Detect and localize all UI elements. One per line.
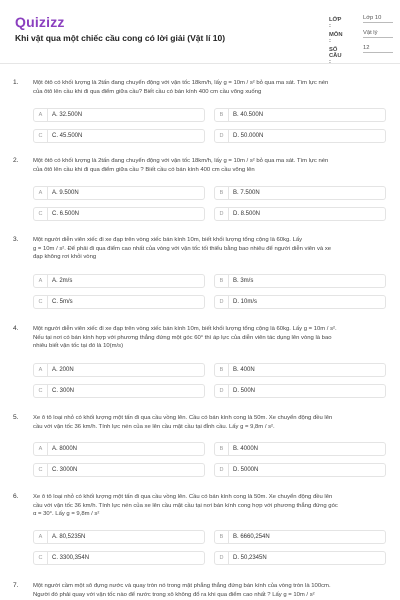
question-number: 1. (13, 79, 19, 86)
option-text: C. 300N (52, 388, 75, 394)
question-line: cầu với vận tốc 36 km/h. Tính lực nén của xe lên cầu mặt cầu tại nơi bán kính cong hợp với phương thẳng đứng góc (33, 502, 338, 509)
option-letter: C (34, 552, 48, 564)
meta-grade-label: LỚP : (329, 17, 342, 29)
option-a[interactable] (33, 274, 205, 288)
option-text: C. 6.500N (52, 211, 80, 217)
option-letter: D (215, 385, 229, 397)
question-line: nhiêu biết vận tốc tại đó là 10(m/s) (33, 343, 124, 350)
option-text: A. 9.500N (52, 190, 79, 196)
question-line: Người đó phải quay với vận tốc nào để nước trong xô không đổ ra khi qua điểm cao nhất ? Lấy g = 10m / s² (33, 591, 315, 598)
option-c[interactable] (33, 384, 205, 398)
option-letter: C (34, 464, 48, 476)
option-text: A. 80,5235N (52, 534, 86, 540)
question-text (33, 325, 388, 351)
question-text (33, 79, 388, 96)
option-text: D. 50,2345N (233, 555, 267, 561)
question-line: cầu với vận tốc 36 km/h. Tính lực nén của xe lên cầu mặt cầu tại đỉnh cầu. Lấy g = 9,8m / s². (33, 423, 275, 430)
option-c[interactable] (33, 295, 205, 309)
question-line: Một ôtô có khối lượng là 2tấn đang chuyển động với vận tốc 18km/h, lấy g = 10m / s² bỏ qua ma sát. Tìm lực nén (33, 158, 329, 164)
option-b[interactable] (214, 186, 386, 200)
option-letter: A (34, 531, 48, 543)
meta-subject-label: MÔN : (329, 32, 343, 44)
option-letter: C (34, 208, 48, 220)
option-text: B. 40.500N (233, 112, 264, 118)
option-letter: B (215, 187, 229, 199)
option-letter: C (34, 130, 48, 142)
option-c[interactable] (33, 463, 205, 477)
option-text: D. 8.500N (233, 211, 261, 217)
option-d[interactable] (214, 207, 386, 221)
option-d[interactable] (214, 384, 386, 398)
option-d[interactable] (214, 551, 386, 565)
question-text (33, 582, 388, 599)
option-letter: B (215, 109, 229, 121)
option-b[interactable] (214, 442, 386, 456)
option-text: D. 50.000N (233, 133, 264, 139)
question-number: 2. (13, 157, 19, 164)
question-line: Xe ô tô loại nhỏ có khối lượng một tấn đi qua cầu vồng lên. Cầu có bán kính cong là 50m. Xe chuyển động đều lên (33, 415, 333, 421)
option-text: A. 8000N (52, 446, 78, 452)
option-letter: A (34, 187, 48, 199)
question-number: 5. (13, 414, 19, 421)
option-letter: B (215, 364, 229, 376)
option-text: B. 400N (233, 367, 255, 373)
question-line: g = 10m / s². Để phải đi qua điểm cao nhất của vòng với vận tốc tối thiểu bằng bao nhiêu để người diễn viên và xe (33, 245, 332, 252)
meta-question-count-value: 12 (363, 45, 393, 53)
option-d[interactable] (214, 463, 386, 477)
question-number: 7. (13, 582, 19, 589)
option-text: B. 4000N (233, 446, 259, 452)
option-text: C. 45.500N (52, 133, 83, 139)
question-line: đạp không rơi khỏi vòng (33, 254, 97, 261)
question-text (33, 157, 388, 174)
question-number: 3. (13, 236, 19, 243)
option-a[interactable] (33, 530, 205, 544)
option-text: D. 500N (233, 388, 256, 394)
option-letter: B (215, 275, 229, 287)
question-line: Một ôtô có khối lượng là 2tấn đang chuyển động với vận tốc 18km/h, lấy g = 10m / s² bỏ qua ma sát. Tìm lực nén (33, 80, 329, 86)
option-text: D. 10m/s (233, 299, 258, 305)
option-a[interactable] (33, 442, 205, 456)
meta-grade-value: Lớp 10 (363, 15, 393, 23)
document-title: Khi vật qua một chiếc cầu cong có lời giải (Vật lí 10) (15, 33, 226, 43)
option-text: B. 6660,254N (233, 534, 270, 540)
option-c[interactable] (33, 207, 205, 221)
option-text: A. 2m/s (52, 278, 73, 284)
option-b[interactable] (214, 530, 386, 544)
question-text (33, 236, 388, 262)
option-letter: C (34, 385, 48, 397)
question-line: của ôtô lên cầu khi đi qua điểm giữa cầu? Biết cầu có bán kính 400 cm cầu võng xuống (33, 88, 262, 95)
question-text (33, 493, 388, 519)
option-a[interactable] (33, 108, 205, 122)
option-letter: A (34, 275, 48, 287)
option-text: C. 3000N (52, 467, 78, 473)
meta-subject-value: Vật lý (363, 30, 393, 38)
option-c[interactable] (33, 551, 205, 565)
option-b[interactable] (214, 363, 386, 377)
option-b[interactable] (214, 108, 386, 122)
question-number: 6. (13, 493, 19, 500)
question-line: Một người diễn viên xiếc đi xe đạp trên vòng xiếc bán kính 10m, biết khối lượng tổng cộng là 60kg. Lấy g = 10m / s². (33, 326, 337, 332)
option-a[interactable] (33, 186, 205, 200)
question-line: Một người cầm một sô đựng nước và quay tròn nó trong mặt phẳng thẳng đứng bán kính của vòng tròn là 100cm. (33, 583, 331, 589)
option-letter: B (215, 531, 229, 543)
option-c[interactable] (33, 129, 205, 143)
option-letter: B (215, 443, 229, 455)
meta-question-count-label: SỐ CÂU : (329, 47, 342, 65)
worksheet-header (0, 0, 400, 64)
option-b[interactable] (214, 274, 386, 288)
option-text: D. 5000N (233, 467, 259, 473)
option-letter: A (34, 443, 48, 455)
option-a[interactable] (33, 363, 205, 377)
option-d[interactable] (214, 129, 386, 143)
option-text: C. 3300,354N (52, 555, 90, 561)
question-text (33, 414, 388, 431)
option-text: B. 3m/s (233, 278, 254, 284)
option-text: C. 5m/s (52, 299, 73, 305)
option-d[interactable] (214, 295, 386, 309)
option-letter: A (34, 364, 48, 376)
option-text: B. 7.500N (233, 190, 260, 196)
option-text: A. 200N (52, 367, 74, 373)
option-letter: C (34, 296, 48, 308)
option-letter: D (215, 552, 229, 564)
question-line: α = 30°. Lấy g = 9,8m / s² (33, 511, 100, 518)
question-number: 4. (13, 325, 19, 332)
option-letter: D (215, 130, 229, 142)
option-letter: D (215, 296, 229, 308)
question-line: của ôtô lên cầu khi đi qua điểm giữa cầu ? Biết cầu có bán kính 400 cm cầu võng lên (33, 166, 255, 173)
question-line: Một người diễn viên xiếc đi xe đạp trên vòng xiếc bán kính 10m, biết khối lượng tổng cộng là 60kg. Lấy (33, 237, 303, 243)
quizizz-logo: Quizizz (15, 14, 65, 30)
option-letter: D (215, 208, 229, 220)
question-line: Xe ô tô loại nhỏ có khối lượng một tấn đi qua cầu vồng lên. Cầu có bán kính cong là 50m. Xe chuyển động đều lên (33, 494, 333, 500)
option-text: A. 32.500N (52, 112, 83, 118)
option-letter: A (34, 109, 48, 121)
question-line: Nếu tại nơi có bán kính hợp với phương thẳng đứng một góc 60° thì áp lực của diễn viên tác dụng lên vòng là bao (33, 334, 332, 341)
option-letter: D (215, 464, 229, 476)
